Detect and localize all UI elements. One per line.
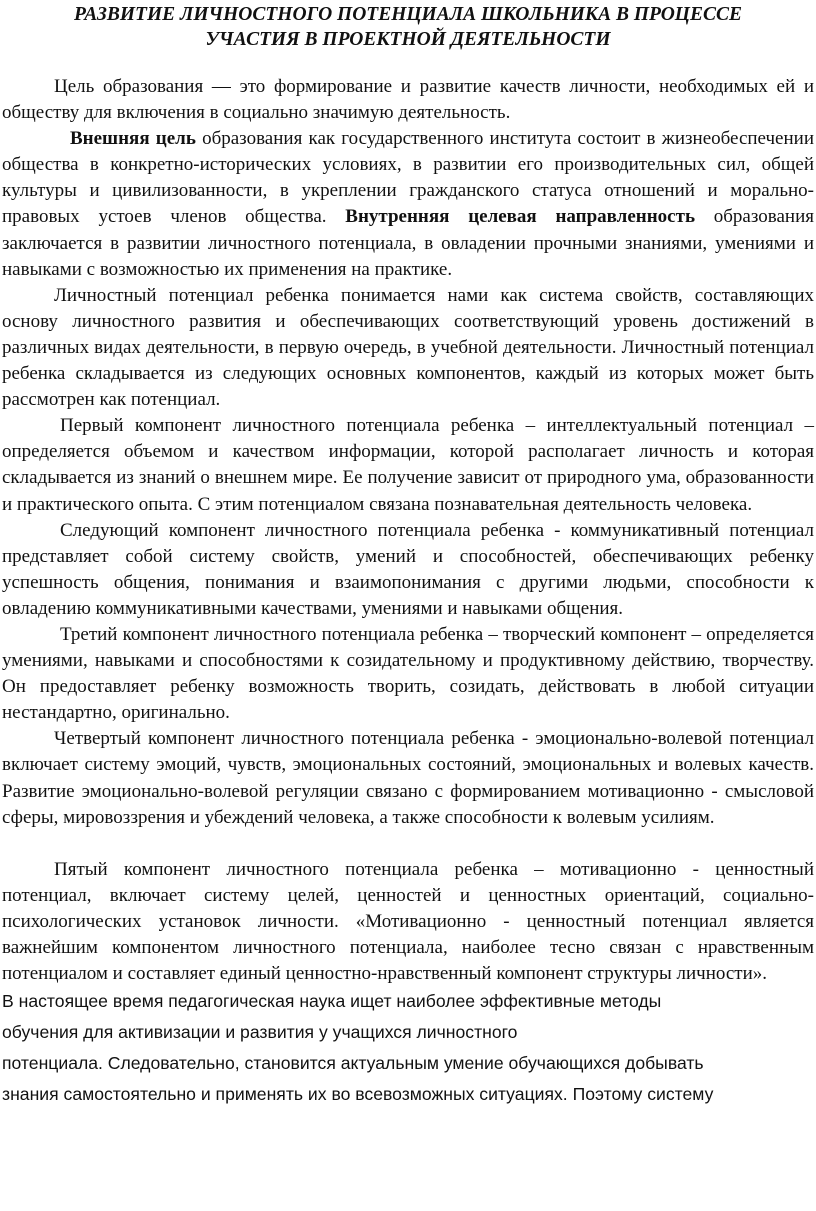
term-external-goal: Внешняя цель [70, 128, 196, 150]
term-internal-direction: Внутренняя целевая направленность [345, 206, 695, 228]
paragraph-external-internal-goal [2, 126, 814, 283]
paragraph-goal-of-education: Цель образования — это формирование и развитие качеств личности, необходимых ей и обществу для включения в социально значимую деятельность. [2, 76, 814, 124]
title-line-1: РАЗВИТИЕ ЛИЧНОСТНОГО ПОТЕНЦИАЛА ШКОЛЬНИКА В ПРОЦЕССЕ [74, 4, 742, 25]
paragraph-communicative-potential: Следующий компонент личностного потенциала ребенка - коммуникативный потенциал представляет собой систему свойств, умений и способностей, обеспечивающих ребенку успешность общения, понимания и взаимопонимания с другими людьми, способности к овладению коммуникативными качествами, умениями и навыками общения. [2, 519, 814, 619]
tail-line-1: В настоящее время педагогическая наука ищет наиболее эффективные методы [2, 991, 662, 1012]
paragraph-emotional-volitional-potential: Четвертый компонент личностного потенциала ребенка - эмоционально-волевой потенциал включает систему эмоций, чувств, эмоциональных состояний, эмоциональных и волевых качеств. Развитие эмоционально-волевой регуляции связано с формированием мотивационно - смысловой сферы, мировоззрения и убеждений человека, а также способности к волевым усилиям. [2, 728, 814, 828]
paragraph-intellectual-potential: Первый компонент личностного потенциала ребенка – интеллектуальный потенциал – определяется объемом и качеством информации, которой располагает личность и которая складывается из знаний о внешнем мире. Ее получение зависит от природного ума, образованности и практического опыта. С этим потенциалом связана познавательная деятельность человека. [2, 415, 814, 515]
paragraph-current-pedagogy [2, 987, 814, 1108]
internal-direction-text: образования заключается в развитии личностного потенциала, в овладении прочными знаниями, умениями и навыками с возможностью их применения на практике. [2, 206, 814, 280]
document-body [2, 74, 814, 1108]
tail-line-2: обучения для активизации и развития у учащихся личностного [2, 1022, 518, 1043]
paragraph-spacer [2, 831, 814, 857]
paragraph-motivational-value-potential: Пятый компонент личностного потенциала ребенка – мотивационно - ценностный потенциал, включает систему целей, ценностей и ценностных ориентаций, социально-психологических установок личности. «Мотивационно - ценностный потенциал является важнейшим компонентом личностного потенциала, наиболее тесно связан с нравственным потенциалом и составляет единый ценностно-нравственный компонент структуры личности». [2, 858, 814, 985]
tail-line-3: потенциала. Следовательно, становится актуальным умение обучающихся добывать [2, 1053, 704, 1074]
external-goal-text: образования как государственного института состоит в жизнеобеспечении общества в конкретно-исторических условиях, в развитии его производительных сил, общей культуры и цивилизованности, в укреплении гражданского статуса отношений и морально-правовых устоев членов общества. [2, 128, 814, 228]
document-title [2, 2, 814, 52]
title-line-2: УЧАСТИЯ В ПРОЕКТНОЙ ДЕЯТЕЛЬНОСТИ [205, 29, 611, 50]
paragraph-personal-potential: Личностный потенциал ребенка понимается нами как система свойств, составляющих основу личностного развития и обеспечивающих соответствующий уровень достижений в различных видах деятельности, в первую очередь, в учебной деятельности. Личностный потенциал ребенка складывается из следующих основных компонентов, каждый из которых может быть рассмотрен как потенциал. [2, 284, 814, 411]
tail-line-4: знания самостоятельно и применять их во всевозможных ситуациях. Поэтому систему [2, 1084, 714, 1105]
paragraph-creative-potential: Третий компонент личностного потенциала ребенка – творческий компонент – определяется умениями, навыками и способностями к созидательному и продуктивному действию, творчеству. Он предоставляет ребенку возможность творить, созидать, действовать в любой ситуации нестандартно, оригинально. [2, 623, 814, 724]
